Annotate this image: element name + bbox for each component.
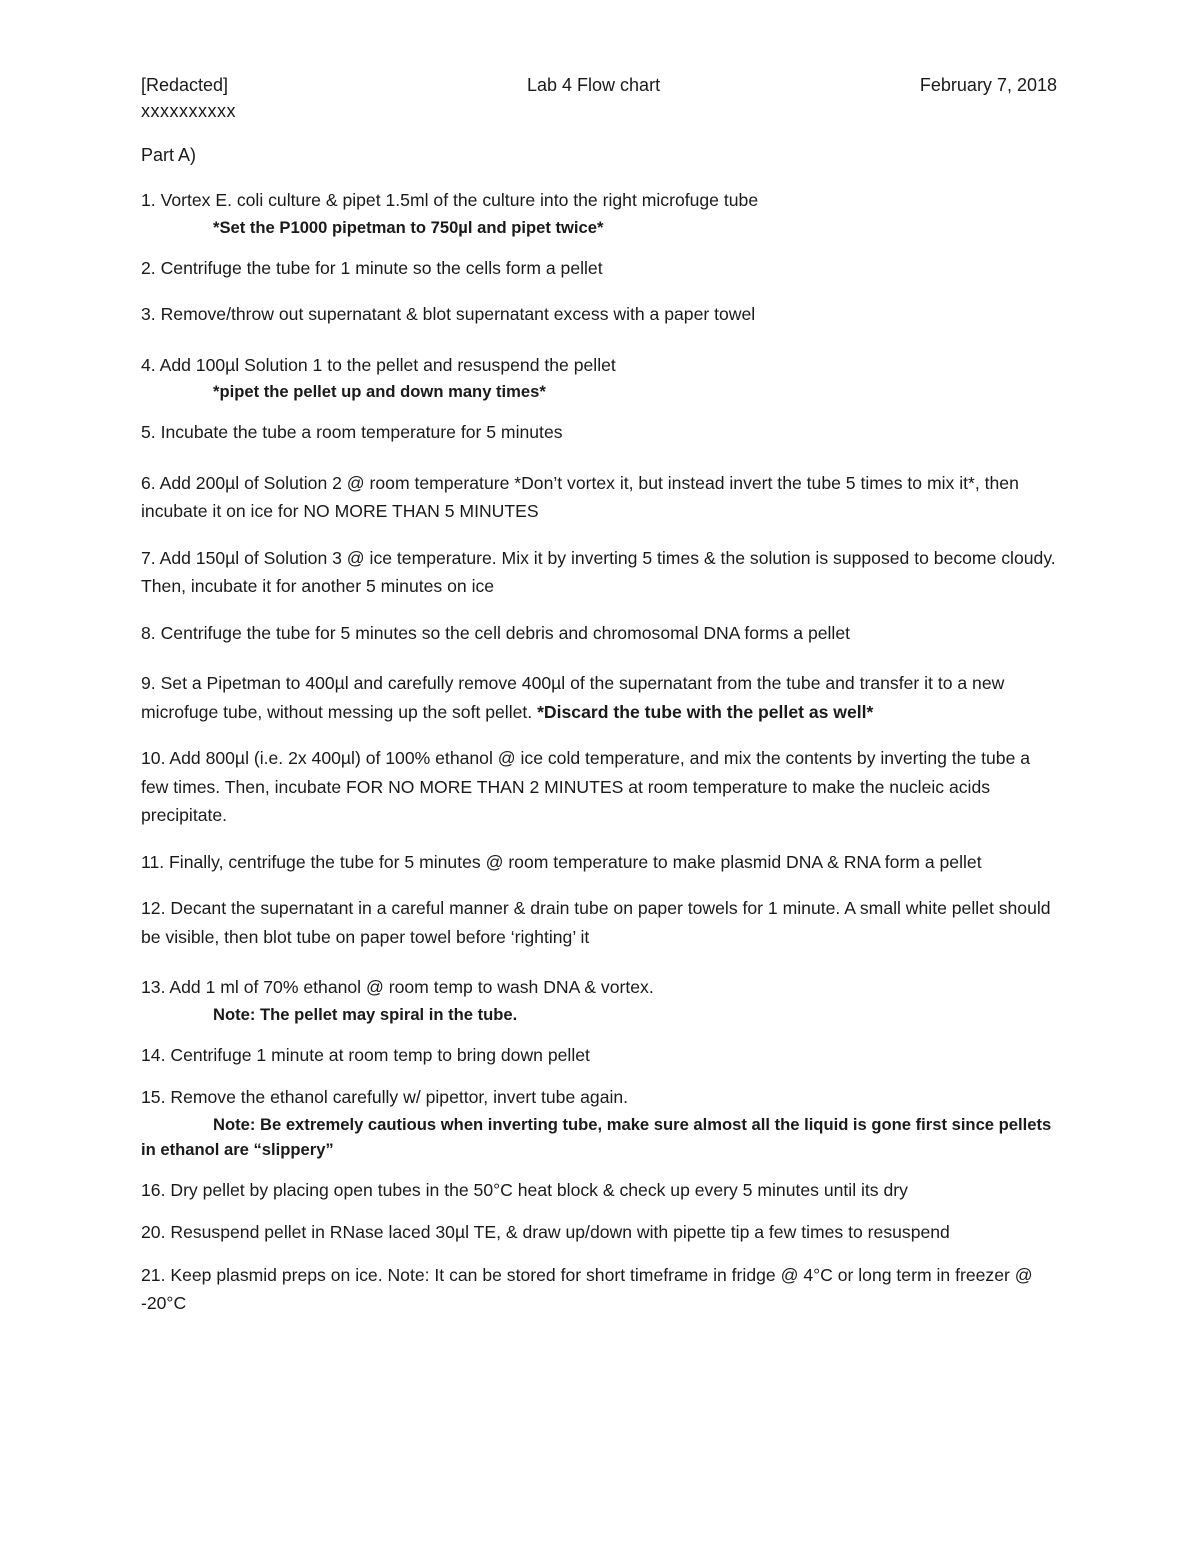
step-item xyxy=(141,744,1061,830)
step-text: Add 800µl (i.e. 2x 400µl) of 100% ethanol @ ice cold temperature, and mix the contents by inverting the tube a few times. Then, incubate FOR NO MORE THAN 2 MINUTES at room temperature to make the nucleic acids precipitate. xyxy=(141,748,1031,825)
step-text: Add 100µl Solution 1 to the pellet and resuspend the pellet xyxy=(155,354,616,375)
step-item xyxy=(141,973,1061,1027)
step-text: Vortex E. coli culture & pipet 1.5ml of the culture into the right microfuge tube xyxy=(155,190,759,210)
step-note: Note: The pellet may spiral in the tube. xyxy=(213,1004,518,1024)
step-item xyxy=(141,1041,1061,1070)
step-number: 7. xyxy=(141,547,156,568)
step-number: 16. xyxy=(141,1179,166,1200)
step-item xyxy=(141,848,1061,877)
step-item xyxy=(141,1176,1061,1205)
step-item xyxy=(141,669,1061,726)
step-note xyxy=(141,1112,1061,1162)
step-text: Add 200µl of Solution 2 @ room temperature *Don’t vortex it, but instead invert the tube 5 times to mix it*, then incubate it on ice for NO MORE THAN 5 MINUTES xyxy=(141,472,1019,521)
step-item xyxy=(141,894,1061,951)
step-text: Resuspend pellet in RNase laced 30µl TE, & draw up/down with pipette tip a few times to resuspend xyxy=(165,1222,950,1242)
header-id-line: xxxxxxxxxx xyxy=(141,101,236,121)
step-list xyxy=(141,186,1061,1336)
header-date: February 7, 2018 xyxy=(919,75,1057,95)
step-text: Incubate the tube a room temperature for 5 minutes xyxy=(155,422,563,442)
step-number: 14. xyxy=(141,1044,166,1065)
step-text: Add 150µl of Solution 3 @ ice temperature. Mix it by inverting 5 times & the solution is supposed to become cloudy. Then, incubate it for another 5 minutes on ice xyxy=(141,547,1056,596)
step-text: Centrifuge the tube for 1 minute so the cells form a pellet xyxy=(155,257,603,278)
step-text: Centrifuge the tube for 5 minutes so the cell debris and chromosomal DNA forms a pellet xyxy=(155,622,851,643)
step-item xyxy=(141,254,1061,283)
step-number: 15. xyxy=(141,1087,166,1107)
step-number: 10. xyxy=(141,748,166,768)
step-number: 20. xyxy=(141,1222,166,1242)
step-text: Add 1 ml of 70% ethanol @ room temp to wash DNA & vortex. xyxy=(165,977,654,997)
step-number: 1. xyxy=(141,190,156,210)
step-number: 6. xyxy=(141,472,156,493)
step-number: 2. xyxy=(141,257,156,278)
step-number: 13. xyxy=(141,977,166,997)
step-text: Remove/throw out supernatant & blot supernatant excess with a paper towel xyxy=(155,304,756,324)
step-text: Decant the supernatant in a careful manner & drain tube on paper towels for 1 minute. A small white pellet should be visible, then blot tube on paper towel before ‘righting’ it xyxy=(141,898,1051,947)
step-number: 9. xyxy=(141,673,156,693)
step-item xyxy=(141,351,1061,405)
step-item xyxy=(141,619,1061,648)
step-item xyxy=(141,300,1061,329)
step-note: *pipet the pellet up and down many times* xyxy=(213,382,546,401)
step-text: Keep plasmid preps on ice. Note: It can be stored for short timeframe in fridge @ 4°C or long term in freezer @ -20°C xyxy=(141,1264,1033,1313)
step-note-text: Note: Be extremely cautious when inverting tube, make sure almost all the liquid is gone first since pellets in ethanol are “slippery” xyxy=(141,1114,1052,1159)
step-number: 4. xyxy=(141,354,156,375)
step-item xyxy=(141,186,1061,240)
step-item xyxy=(141,1083,1061,1162)
step-text: Remove the ethanol carefully w/ pipettor, invert tube again. xyxy=(165,1087,629,1107)
step-number: 12. xyxy=(141,898,166,918)
step-item xyxy=(141,1218,1061,1247)
step-bold-note: *Discard the tube with the pellet as well* xyxy=(537,701,874,722)
step-text: Centrifuge 1 minute at room temp to bring down pellet xyxy=(165,1044,590,1065)
part-label: Part A) xyxy=(141,145,197,165)
step-number: 11. xyxy=(141,851,165,872)
header-name: [Redacted] xyxy=(141,75,229,95)
step-note: *Set the P1000 pipetman to 750µl and pipet twice* xyxy=(213,217,604,237)
step-item xyxy=(141,469,1061,526)
step-number: 5. xyxy=(141,422,156,442)
step-number: 3. xyxy=(141,304,156,324)
step-item xyxy=(141,544,1061,601)
step-number: 21. xyxy=(141,1264,166,1285)
step-text: Dry pellet by placing open tubes in the 50°C heat block & check up every 5 minutes until its dry xyxy=(165,1179,908,1200)
step-item xyxy=(141,1261,1061,1318)
step-item xyxy=(141,418,1061,447)
step-number: 8. xyxy=(141,622,156,643)
step-text: Set a Pipetman to 400µl and carefully remove 400µl of the supernatant from the tube and transfer it to a new microfuge tube, without messing up the soft pellet. xyxy=(141,673,1005,722)
step-text: Finally, centrifuge the tube for 5 minutes @ room temperature to make plasmid DNA & RNA form a pellet xyxy=(164,851,982,872)
document-title: Lab 4 Flow chart xyxy=(527,75,661,95)
